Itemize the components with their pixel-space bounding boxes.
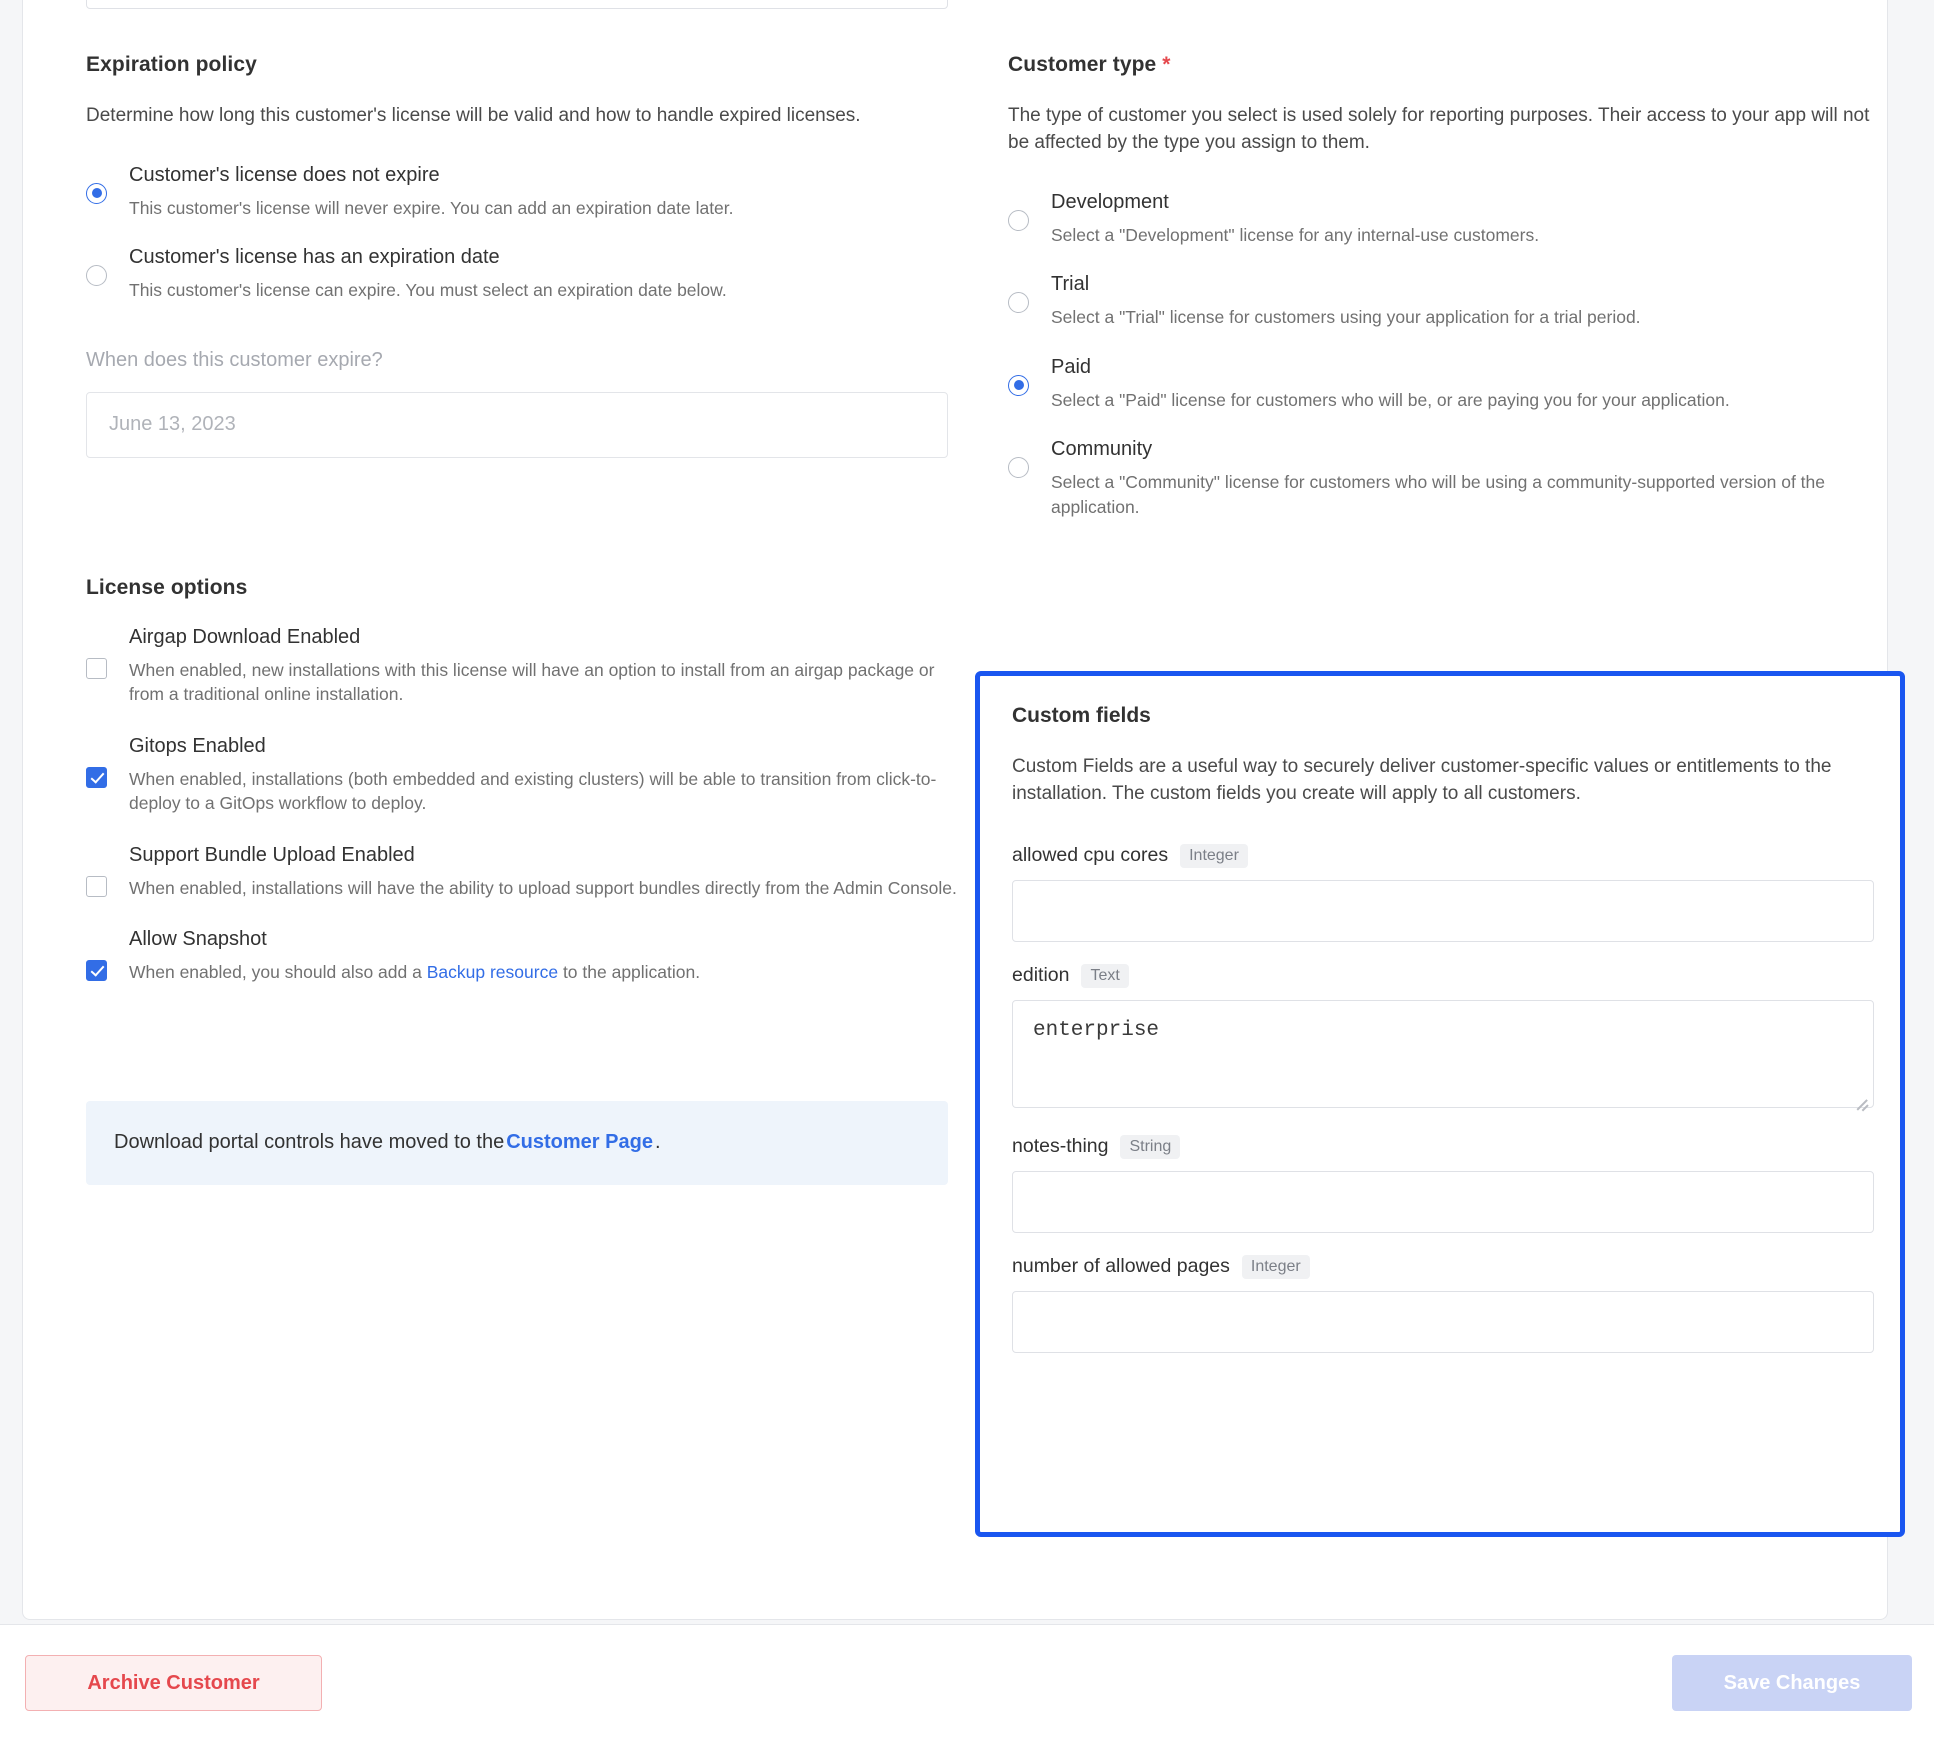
- custom-field-allowed-pages: [1012, 1255, 1868, 1353]
- radio-desc-no-expire: This customer's license will never expire. You can add an expiration date later.: [129, 197, 734, 218]
- checkbox-row-airgap[interactable]: [86, 626, 966, 707]
- banner-text-after: .: [654, 1131, 661, 1154]
- radio-icon-trial[interactable]: [1008, 292, 1029, 313]
- checkbox-row-gitops[interactable]: [86, 735, 966, 816]
- custom-field-label-row-edition: [1012, 964, 1868, 988]
- radio-icon-has-expire[interactable]: [86, 265, 107, 286]
- customer-type-section: [1008, 53, 1888, 545]
- checkbox-row-allow-snapshot[interactable]: [86, 928, 966, 985]
- license-options-section: [86, 576, 966, 985]
- custom-fields-title: Custom fields: [1012, 704, 1151, 727]
- custom-field-label-edition: edition: [1012, 964, 1070, 987]
- radio-icon-paid[interactable]: [1008, 375, 1029, 396]
- radio-label-trial: Trial: [1051, 273, 1090, 296]
- checkbox-label-support-bundle: Support Bundle Upload Enabled: [129, 843, 415, 866]
- custom-field-allowed-cpu-cores: [1012, 844, 1868, 942]
- radio-license-no-expire[interactable]: [86, 164, 966, 221]
- custom-field-label-pages: number of allowed pages: [1012, 1255, 1230, 1278]
- expiration-date-input[interactable]: June 13, 2023: [86, 392, 948, 458]
- custom-field-type-badge-cpu: Integer: [1180, 844, 1248, 868]
- radio-desc-has-expire: This customer's license can expire. You must select an expiration date below.: [129, 280, 727, 301]
- radio-icon-development[interactable]: [1008, 210, 1029, 231]
- required-asterisk: *: [1162, 53, 1171, 76]
- footer-bar: [0, 1624, 1934, 1738]
- radio-label-no-expire: Customer's license does not expire: [129, 163, 440, 186]
- expiration-policy-section: [86, 53, 966, 1185]
- expiration-policy-description: Determine how long this customer's license will be valid and how to handle expired licenses.: [86, 105, 861, 126]
- checkbox-icon-airgap[interactable]: [86, 658, 107, 679]
- custom-field-input-notes[interactable]: [1012, 1171, 1874, 1233]
- radio-customer-type-trial[interactable]: [1008, 273, 1888, 330]
- checkbox-desc-gitops: When enabled, installations (both embedded and existing clusters) will be able to transition from click-to-deploy to a GitOps workflow to deploy.: [129, 768, 937, 814]
- download-portal-banner: [86, 1101, 948, 1185]
- license-options-title: License options: [86, 575, 248, 599]
- top-partial-input[interactable]: [86, 0, 948, 9]
- radio-desc-paid: Select a "Paid" license for customers who will be, or are paying you for your application.: [1051, 389, 1730, 410]
- custom-field-type-badge-notes: String: [1120, 1135, 1180, 1159]
- radio-icon-no-expire[interactable]: [86, 183, 107, 204]
- snapshot-desc-after: to the application.: [562, 962, 701, 983]
- custom-field-textarea-edition[interactable]: [1012, 1000, 1874, 1108]
- radio-customer-type-community[interactable]: [1008, 438, 1888, 519]
- checkbox-icon-gitops[interactable]: [86, 767, 107, 788]
- radio-desc-trial: Select a "Trial" license for customers using your application for a trial period.: [1051, 307, 1641, 328]
- expire-question-label: When does this customer expire?: [86, 348, 383, 371]
- checkbox-label-allow-snapshot: Allow Snapshot: [129, 928, 267, 951]
- custom-field-edition: [1012, 964, 1868, 1113]
- checkbox-desc-airgap: When enabled, new installations with this license will have an option to install from an airgap package or from a traditional online installation.: [129, 659, 935, 705]
- expiration-policy-title: Expiration policy: [86, 53, 257, 76]
- custom-field-label-row-notes: [1012, 1135, 1868, 1159]
- customer-page-link[interactable]: Customer Page: [506, 1131, 653, 1154]
- radio-label-has-expire: Customer's license has an expiration date: [129, 246, 500, 269]
- radio-icon-community[interactable]: [1008, 457, 1029, 478]
- custom-field-type-badge-edition: Text: [1081, 964, 1128, 988]
- snapshot-desc-before: When enabled, you should also add a: [129, 962, 422, 983]
- radio-label-development: Development: [1051, 190, 1169, 213]
- customer-settings-card: [22, 0, 1888, 1620]
- checkbox-icon-support-bundle[interactable]: [86, 876, 107, 897]
- custom-field-label-notes: notes-thing: [1012, 1135, 1109, 1158]
- archive-customer-button[interactable]: Archive Customer: [25, 1655, 322, 1711]
- customer-type-title: [1008, 53, 1888, 77]
- customer-type-title-text: Customer type: [1008, 53, 1157, 76]
- custom-fields-panel: [975, 671, 1905, 1537]
- custom-field-type-badge-pages: Integer: [1242, 1255, 1310, 1279]
- checkbox-desc-allow-snapshot: [129, 960, 959, 985]
- radio-customer-type-paid[interactable]: [1008, 356, 1888, 413]
- custom-field-input-pages[interactable]: [1012, 1291, 1874, 1353]
- custom-field-notes-thing: [1012, 1135, 1868, 1233]
- radio-desc-development: Select a "Development" license for any internal-use customers.: [1051, 224, 1540, 245]
- custom-field-input-cpu[interactable]: [1012, 880, 1874, 942]
- checkbox-label-airgap: Airgap Download Enabled: [129, 625, 361, 648]
- radio-label-paid: Paid: [1051, 355, 1092, 378]
- custom-fields-description: Custom Fields are a useful way to securely deliver customer-specific values or entitlements to the installation. The custom fields you create will apply to all customers.: [1012, 756, 1832, 804]
- checkbox-row-support-bundle[interactable]: [86, 844, 966, 901]
- save-changes-button[interactable]: Save Changes: [1672, 1655, 1912, 1711]
- checkbox-icon-allow-snapshot[interactable]: [86, 960, 107, 981]
- backup-resource-link[interactable]: Backup resource: [426, 962, 559, 983]
- customer-type-description: The type of customer you select is used solely for reporting purposes. Their access to your app will not be affected by the type you assign to them.: [1008, 105, 1870, 153]
- radio-label-community: Community: [1051, 438, 1153, 461]
- custom-field-label-cpu: allowed cpu cores: [1012, 844, 1169, 867]
- radio-customer-type-development[interactable]: [1008, 191, 1888, 248]
- custom-field-label-row-cpu: [1012, 844, 1868, 868]
- checkbox-desc-support-bundle: When enabled, installations will have the ability to upload support bundles directly from the Admin Console.: [129, 877, 957, 898]
- banner-text-before: Download portal controls have moved to the: [114, 1131, 505, 1154]
- checkbox-label-gitops: Gitops Enabled: [129, 734, 266, 757]
- custom-field-label-row-pages: [1012, 1255, 1868, 1279]
- custom-field-textarea-wrap-edition: [1012, 1000, 1874, 1113]
- radio-license-has-expire[interactable]: [86, 246, 966, 303]
- radio-desc-community: Select a "Community" license for customers who will be using a community-supported version of the application.: [1051, 472, 1826, 517]
